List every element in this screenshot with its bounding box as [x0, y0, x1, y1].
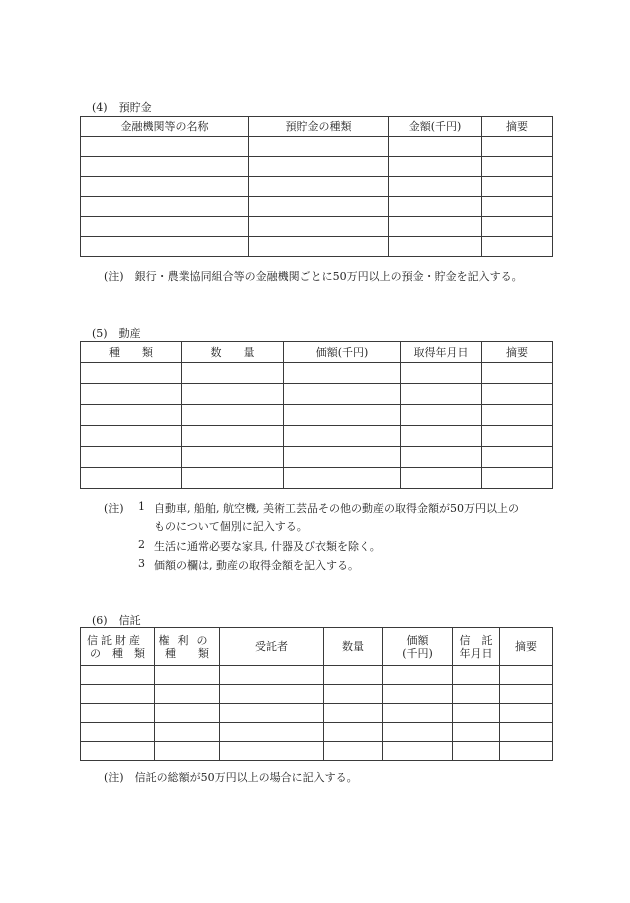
table-cell[interactable]	[220, 685, 324, 704]
table-row	[81, 237, 553, 257]
table-cell[interactable]	[453, 704, 500, 723]
table-cell[interactable]	[401, 363, 482, 384]
header-value: 価額(千円)	[284, 342, 401, 363]
movables-note-1-text: 自動車, 船舶, 航空機, 美術工芸品その他の動産の取得金額が50万円以上の	[154, 502, 519, 515]
header-remarks: 摘要	[482, 117, 553, 137]
trust-note: (注) 信託の総額が50万円以上の場合に記入する。	[104, 771, 358, 784]
header-institution-name: 金融機関等の名称	[81, 117, 249, 137]
header-trust-asset-type-line-2: の 種 類	[90, 646, 145, 660]
table-cell[interactable]	[249, 157, 389, 177]
table-row	[81, 137, 553, 157]
section-4-title: (4) 預貯金	[92, 101, 152, 114]
trust-table	[80, 627, 553, 761]
table-cell[interactable]	[482, 447, 553, 468]
header-trustee: 受託者	[220, 628, 324, 666]
movables-note-3-num: 3	[138, 557, 145, 570]
table-cell[interactable]	[324, 666, 383, 685]
table-cell[interactable]	[401, 468, 482, 489]
table-cell[interactable]	[220, 704, 324, 723]
deposits-table-body	[81, 137, 553, 257]
table-row	[81, 363, 553, 384]
table-cell[interactable]	[81, 468, 182, 489]
table-cell[interactable]	[389, 197, 482, 217]
table-cell[interactable]	[182, 384, 284, 405]
table-cell[interactable]	[220, 666, 324, 685]
table-cell[interactable]	[81, 405, 182, 426]
table-cell[interactable]	[482, 363, 553, 384]
table-cell[interactable]	[500, 742, 553, 761]
header-trust-asset-type	[81, 628, 155, 666]
header-right-type-line-1: 権利の	[158, 633, 216, 647]
table-cell[interactable]	[155, 723, 220, 742]
movables-note-1-num: 1	[138, 500, 145, 513]
header-right-type-line-2: 種 類	[165, 646, 209, 660]
table-cell[interactable]	[81, 426, 182, 447]
table-row	[81, 426, 553, 447]
header-value-line-1: 価額	[406, 633, 429, 647]
table-cell[interactable]	[482, 137, 553, 157]
table-cell[interactable]	[81, 137, 249, 157]
header-trust-asset-type-line-1: 信託財産	[87, 633, 143, 647]
table-cell[interactable]	[81, 157, 249, 177]
table-row	[81, 723, 553, 742]
table-cell[interactable]	[383, 666, 453, 685]
table-cell[interactable]	[284, 426, 401, 447]
deposits-note: (注) 銀行・農業協同組合等の金融機関ごとに50万円以上の預金・貯金を記入する。	[104, 270, 523, 283]
movables-note-1-cont: ものについて個別に記入する。	[154, 520, 308, 533]
table-cell[interactable]	[482, 468, 553, 489]
table-cell[interactable]	[324, 723, 383, 742]
deposits-header-row	[81, 117, 553, 137]
section-6-title: (6) 信託	[92, 614, 141, 627]
table-cell[interactable]	[220, 742, 324, 761]
table-cell[interactable]	[324, 742, 383, 761]
table-cell[interactable]	[284, 363, 401, 384]
movables-note-2-num: 2	[138, 538, 145, 551]
table-cell[interactable]	[500, 704, 553, 723]
table-row	[81, 157, 553, 177]
table-cell[interactable]	[81, 447, 182, 468]
table-cell[interactable]	[182, 447, 284, 468]
table-cell[interactable]	[155, 742, 220, 761]
table-row	[81, 217, 553, 237]
table-cell[interactable]	[81, 742, 155, 761]
table-row	[81, 685, 553, 704]
table-cell[interactable]	[482, 237, 553, 257]
header-acquisition-date: 取得年月日	[401, 342, 482, 363]
table-cell[interactable]	[249, 237, 389, 257]
header-amount: 金額(千円)	[389, 117, 482, 137]
table-cell[interactable]	[324, 704, 383, 723]
table-row	[81, 405, 553, 426]
table-cell[interactable]	[389, 217, 482, 237]
table-cell[interactable]	[383, 704, 453, 723]
movables-note-2-text: 生活に通常必要な家具, 什器及び衣類を除く。	[154, 540, 381, 553]
table-cell[interactable]	[155, 666, 220, 685]
table-row	[81, 447, 553, 468]
movables-note-3-text: 価額の欄は, 動産の取得金額を記入する。	[154, 559, 359, 572]
table-cell[interactable]	[482, 197, 553, 217]
trust-header-row	[81, 628, 553, 666]
table-cell[interactable]	[453, 666, 500, 685]
table-row	[81, 704, 553, 723]
table-cell[interactable]	[182, 426, 284, 447]
header-trust-date-line-2: 年月日	[459, 646, 493, 660]
table-cell[interactable]	[453, 723, 500, 742]
table-cell[interactable]	[155, 704, 220, 723]
table-cell[interactable]	[383, 742, 453, 761]
deposits-table	[80, 116, 553, 257]
table-cell[interactable]	[81, 704, 155, 723]
table-cell[interactable]	[482, 177, 553, 197]
header-value-line-2: (千円)	[402, 646, 433, 660]
table-cell[interactable]	[383, 685, 453, 704]
table-cell[interactable]	[389, 157, 482, 177]
section-5-title: (5) 動産	[92, 327, 141, 340]
table-cell[interactable]	[81, 217, 249, 237]
header-trust-date	[453, 628, 500, 666]
header-right-type	[155, 628, 220, 666]
table-cell[interactable]	[453, 685, 500, 704]
table-cell[interactable]	[81, 384, 182, 405]
table-cell[interactable]	[482, 384, 553, 405]
table-cell[interactable]	[81, 666, 155, 685]
table-cell[interactable]	[482, 157, 553, 177]
table-cell[interactable]	[401, 384, 482, 405]
table-cell[interactable]	[482, 405, 553, 426]
movables-table	[80, 341, 553, 489]
table-row	[81, 742, 553, 761]
table-cell[interactable]	[249, 197, 389, 217]
table-cell[interactable]	[401, 447, 482, 468]
table-cell[interactable]	[249, 177, 389, 197]
table-cell[interactable]	[81, 177, 249, 197]
table-row	[81, 177, 553, 197]
table-cell[interactable]	[284, 468, 401, 489]
table-cell[interactable]	[482, 426, 553, 447]
movables-header-row	[81, 342, 553, 363]
table-cell[interactable]	[453, 742, 500, 761]
table-cell[interactable]	[182, 363, 284, 384]
table-cell[interactable]	[389, 237, 482, 257]
table-cell[interactable]	[401, 405, 482, 426]
header-value	[383, 628, 453, 666]
table-cell[interactable]	[500, 723, 553, 742]
table-row	[81, 666, 553, 685]
trust-table-body	[81, 666, 553, 761]
table-cell[interactable]	[81, 237, 249, 257]
table-cell[interactable]	[249, 137, 389, 157]
table-cell[interactable]	[389, 137, 482, 157]
header-deposit-type: 預貯金の種類	[249, 117, 389, 137]
table-cell[interactable]	[81, 685, 155, 704]
table-cell[interactable]	[81, 363, 182, 384]
table-cell[interactable]	[155, 685, 220, 704]
table-cell[interactable]	[500, 666, 553, 685]
table-cell[interactable]	[383, 723, 453, 742]
header-kind: 種 類	[81, 342, 182, 363]
header-remarks: 摘要	[482, 342, 553, 363]
table-cell[interactable]	[284, 384, 401, 405]
table-cell[interactable]	[389, 177, 482, 197]
movables-note-label: (注)	[104, 502, 124, 515]
table-cell[interactable]	[324, 685, 383, 704]
table-cell[interactable]	[220, 723, 324, 742]
table-row	[81, 197, 553, 217]
header-quantity: 数量	[324, 628, 383, 666]
table-cell[interactable]	[182, 405, 284, 426]
table-cell[interactable]	[482, 217, 553, 237]
header-remarks: 摘要	[500, 628, 553, 666]
table-cell[interactable]	[401, 426, 482, 447]
movables-table-body	[81, 363, 553, 489]
table-cell[interactable]	[81, 723, 155, 742]
header-trust-date-line-1: 信 託	[459, 633, 493, 647]
table-row	[81, 384, 553, 405]
table-cell[interactable]	[249, 217, 389, 237]
header-quantity: 数 量	[182, 342, 284, 363]
table-cell[interactable]	[500, 685, 553, 704]
table-row	[81, 468, 553, 489]
table-cell[interactable]	[81, 197, 249, 217]
table-cell[interactable]	[284, 405, 401, 426]
table-cell[interactable]	[284, 447, 401, 468]
table-cell[interactable]	[182, 468, 284, 489]
